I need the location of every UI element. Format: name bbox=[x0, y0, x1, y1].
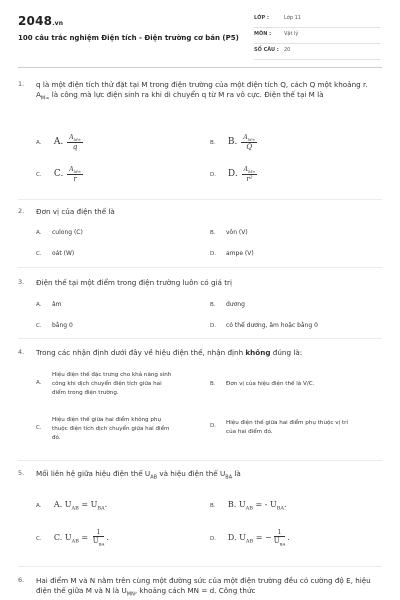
meta-value: Vật lý bbox=[284, 31, 299, 37]
option-a[interactable]: A. A. $\frac{A_{M\infty}}{q}$ bbox=[36, 134, 81, 152]
question-text: Hai điểm M và N nằm trên cùng một đường sức của một điện trường đều có cường độ E, hiệu điện thế giữa M và N là $U_{MN}$, khoảng cách MN = d. Công thức bbox=[36, 576, 371, 598]
meta-value: 20 bbox=[284, 47, 291, 53]
option-a[interactable]: A. culong (C) bbox=[36, 229, 83, 236]
meta-row-class bbox=[254, 13, 380, 28]
option-b[interactable]: B. vôn (V) bbox=[210, 229, 248, 236]
question-separator bbox=[18, 460, 382, 461]
question-text: Mối liên hệ giữa hiệu điện thế $U_{AB}$ và hiệu điện thế $U_{BA}$ là bbox=[36, 469, 241, 481]
option-b[interactable]: B. Đơn vị của hiệu điện thế là V/C. bbox=[210, 381, 315, 387]
question-number: 6. bbox=[18, 576, 25, 584]
question-number: 4. bbox=[18, 348, 25, 356]
question-separator bbox=[18, 566, 382, 567]
option-c[interactable]: C. bằng 0 bbox=[36, 322, 73, 329]
question-text: Điện thế tại một điểm trong điện trường luôn có giá trị bbox=[36, 278, 232, 287]
option-b[interactable]: B. B. $U_{AB}$ = - $U_{BA}$. bbox=[210, 500, 287, 512]
question-number: 1. bbox=[18, 80, 25, 88]
meta-key: LỚP : bbox=[254, 15, 269, 21]
question-text: Trong các nhận định dưới đây về hiệu điện thế, nhận định không đúng là: bbox=[36, 348, 303, 357]
question-text: q là một điện tích thử đặt tại M trong điện trường của một điện tích Q, cách Q một khoảng r. $A_{M\infty}$ là công mà lực điện sinh ra khi di chuyển q từ M ra vô cực. Điện thế tại M là bbox=[36, 80, 368, 102]
option-c[interactable]: C. oát (W) bbox=[36, 250, 75, 257]
option-c[interactable]: C. C. $\frac{A_{M\infty}}{r}$ bbox=[36, 166, 82, 184]
meta-row-subject bbox=[254, 29, 380, 44]
page-title: 100 câu trắc nghiệm Điện tích - Điện trường cơ bản (P5) bbox=[18, 34, 239, 42]
option-d[interactable]: D. D. $\frac{A_{M\infty}}{\text{r²}}$ bbox=[210, 166, 256, 184]
question-number: 3. bbox=[18, 278, 25, 286]
meta-row-count bbox=[254, 45, 380, 60]
option-d[interactable]: D. ampe (V) bbox=[210, 250, 254, 257]
question-text: Đơn vị của điện thế là bbox=[36, 207, 115, 216]
document-page: 2048.vn 100 câu trắc nghiệm Điện tích - Điện trường cơ bản (P5) LỚP : Lớp 11 MÔN : Vật lý SỐ CÂU : 20 1. q là một điện tích thử đặt tại M trong điện trường của một điện tích Q, cách Q một khoảng r. $A_{M\infty}$ là công mà lực điện sinh ra khi di chuyển q từ M ra vô cực. Điện thế tại M là A. A. $\frac{A_{M\infty}}{q}$ B. B. $\frac{A_{M\infty}}{Q}$ C. C. $\frac{A_{M\infty}}{r}$ D. D. $\frac{A_{M\infty}}{\text{r²}}$ 2. Đơn vị của điện thế là A. culong (C) B. vôn (V) C. oát (W) D. ampe (V) 3. Điện thế tại một điểm trong điện trường luôn có giá trị A. âm B. dương C. bằng 0 D. có thể dương, âm hoặc bằng 0 4. Trong các nhận định dưới đây về hiệu điện thế, nhận định không đúng là: A. Hiệu điện thế đặc trưng cho khả năng sinh công khi dịch chuyển điện tích giữa hai điểm trong điện trường. B. Đơn vị của hiệu điện thế là V/C. C. Hiệu điện thế giữa hai điểm không phụ thuộc điện tích dịch chuyển giữa hai điểm đó. D. Hiệu điện thế giữa hai điểm phụ thuộc vị trí của hai điểm đó. 5. Mối liên hệ giữa hiệu điện thế $U_{AB}$ và hiệu điện thế $U_{BA}$ là A. A. $U_{AB} = U_{BA}$. B. B. $U_{AB}$ = - $U_{BA}$. C. C. $U_{AB}$ = $\frac{1}{U_{BA}}$ . D. D. $U_{AB}$ = − $\frac{1}{U_{BA}}$ . 6. Hai điểm M và N nằm trên cùng một đường sức của một điện trường đều có cường độ E, hiệu điện thế giữa M và N là $U_{MN}$, khoảng cách MN = d. Công thức bbox=[0, 0, 400, 600]
option-c[interactable]: C. C. $U_{AB}$ = $\frac{1}{U_{BA}}$ . bbox=[36, 529, 109, 547]
header-divider bbox=[18, 67, 382, 68]
header bbox=[0, 0, 400, 62]
question-separator bbox=[18, 338, 382, 339]
meta-key: SỐ CÂU : bbox=[254, 47, 279, 53]
question-number: 2. bbox=[18, 207, 25, 215]
option-a[interactable]: A. âm bbox=[36, 301, 62, 308]
option-b[interactable]: B. B. $\frac{A_{M\infty}}{Q}$ bbox=[210, 134, 256, 152]
option-d[interactable]: D. có thể dương, âm hoặc bằng 0 bbox=[210, 322, 318, 329]
option-d[interactable]: D. D. $U_{AB}$ = − $\frac{1}{U_{BA}}$ . bbox=[210, 529, 290, 547]
question-number: 5. bbox=[18, 469, 25, 477]
question-separator bbox=[18, 199, 382, 200]
question-separator bbox=[18, 267, 382, 268]
option-a[interactable]: A. A. $U_{AB} = U_{BA}$. bbox=[36, 500, 108, 512]
meta-key: MÔN : bbox=[254, 31, 272, 37]
option-b[interactable]: B. dương bbox=[210, 301, 245, 308]
site-logo[interactable]: 2048.vn bbox=[18, 14, 64, 28]
meta-value: Lớp 11 bbox=[284, 15, 301, 21]
